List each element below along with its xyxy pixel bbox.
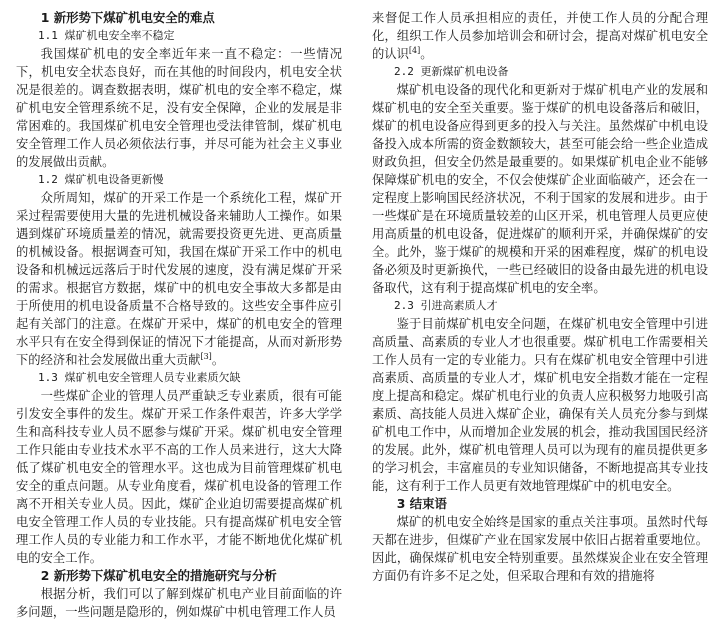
paragraph-2-3: 鉴于目前煤矿机电安全问题，在煤矿机电安全管理中引进高质量、高素质的专业人才也很重要。煤矿机电工作需要相关工作人员有一定的专业能力。只有在煤矿机电安全管理中引进高素质、高质量的专业人才，煤矿机电安全指数才能在一定程度上提高和稳定。煤矿机电行业的负责人应积极努力地吸引高素质、高技能人员进入煤矿企业，确保有关人员充分参与到煤矿机电工作中，从而增加企业发展的机会，推动我国国民经济的发展。此外，煤矿机电管理人员可以为现有的雇员提供更多的学习机会，丰富雇员的专业知识储备，不断地提高其专业技能，这有利于工作人员更有效地管理煤矿中的机电安全。: [372, 317, 708, 493]
paragraph-2-intro: 根据分析，我们可以了解到煤矿机电产业目前面临的许多问题，一些问题是隐形的，例如煤矿中机电管理工作人员: [16, 587, 342, 619]
subsection-heading-2-2: 2.2 更新煤矿机电设备: [394, 65, 509, 78]
paragraph-1-2: [16, 189, 342, 369]
paragraph-2-2: 煤矿机电设备的现代化和更新对于煤矿机电产业的发展和煤矿机电的安全至关重要。鉴于煤矿的机电设备落后和破旧，煤矿的机电设备应得到更多的投入与关注。虽然煤矿中机电设备投入成本所需的资金数额较大，甚至可能会给一些企业造成财政负担，但安全仍然是最重要的。如果煤矿机电企业不能够保障煤矿机电的安全，不仅会使煤矿企业面临破产，还会在一定程度上影响国民经济状况，不利于国家的发展和进步。由于一些煤矿是在环境质量较差的山区开采，机电管理人员更应使用高质量的机电设备，促进煤矿的顺利开采，并确保煤矿的安全。此外，鉴于煤矿的规模和开采的困难程度，煤矿的机电设备必须及时更新换代，一些已经破旧的设备由最先进的机电设备取代，这有利于提高煤矿机电的安全率。: [372, 83, 708, 295]
citation-3: [3]: [200, 351, 212, 361]
subsection-heading-2-3: 2.3 引进高素质人才: [394, 299, 498, 312]
subsection-heading-1-3: 1.3 煤矿机电安全管理人员专业素质欠缺: [38, 371, 241, 384]
right-column: [372, 9, 708, 585]
citation-4: [4]: [408, 45, 421, 55]
paragraph-1-2-end: 。: [211, 353, 225, 367]
section-heading-1: 1 新形势下煤矿机电安全的难点: [40, 10, 215, 25]
paragraph-3: 煤矿的机电安全始终是国家的重点关注事项。虽然时代每天都在进步，但煤矿产业在国家发展中依旧占据着重要地位。因此，确保煤矿机电安全特别重要。虽然煤炭企业在安全管理方面仍有许多不足之处，但采取合理和有效的措施将: [372, 515, 708, 583]
section-heading-2: 2 新形势下煤矿机电安全的措施研究与分析: [40, 568, 277, 583]
paragraph-1-1: 我国煤矿机电的安全率近年来一直不稳定：一些情况下，机电安全状态良好，而在其他的时间段内，机电安全状况是很差的。调查数据表明，煤矿机电的安全率不稳定，煤矿机电安全管理系统不足，没有安全保障，企业的发展是非常困难的。我国煤矿机电安全管理也受法律管制，煤矿机电安全管理工作人员必须依法行事，并尽可能为社会主义事业的发展做出贡献。: [16, 47, 342, 169]
section-heading-3: 3 结束语: [396, 496, 447, 511]
left-column: [16, 9, 342, 621]
subsection-heading-1-1: 1.1 煤矿机电安全率不稳定: [38, 29, 175, 42]
paragraph-2-1-text: 来督促工作人员承担相应的责任，并使工作人员的分配合理化，组织工作人员参加培训会和研讨会，提高对煤矿机电安全的认识: [372, 11, 708, 61]
paragraph-2-1-continued: [372, 9, 708, 63]
paragraph-1-3: 一些煤矿企业的管理人员严重缺乏专业素质，很有可能引发安全事件的发生。煤矿开采工作条件艰苦，许多大学学生和高科技专业人员不愿参与煤矿开采。煤矿机电安全管理工作只能由专业技术水平不高的工作人员来进行，这大大降低了煤矿机电安全的管理水平。这也成为目前管理煤矿机电安全的重点问题。从专业角度看，煤矿机电设备的管理工作离不开相关专业人员。因此，煤矿企业迫切需要提高煤矿机电安全管理工作人员的专业技能。只有提高煤矿机电安全管理工作人员的专业能力和工作水平，才能不断地优化煤矿机电的安全工作。: [16, 389, 342, 565]
paragraph-1-2-text: 众所周知，煤矿的开采工作是一个系统化工程，煤矿开采过程需要使用大量的先进机械设备来辅助人工操作。如果遇到煤矿环境质量差的情况，就需要投资更先进、更高质量的机械设备。根据调查可知，我国在煤矿开采工作中的机电设备和机械远远落后于时代发展的速度，没有满足煤矿开采的需求。根据官方数据，煤矿中的机电安全事故大多都是由于所使用的机电设备质量不合格导致的。这些安全事件应引起有关部门的注意。在煤矿开采中，煤矿的机电安全的管理水平只有在安全得到保证的情况下才能提高，从而对新形势下的经济和社会发展做出重大贡献: [16, 191, 342, 367]
paragraph-2-1-end: 。: [420, 47, 433, 61]
subsection-heading-1-2: 1.2 煤矿机电设备更新慢: [38, 173, 164, 186]
